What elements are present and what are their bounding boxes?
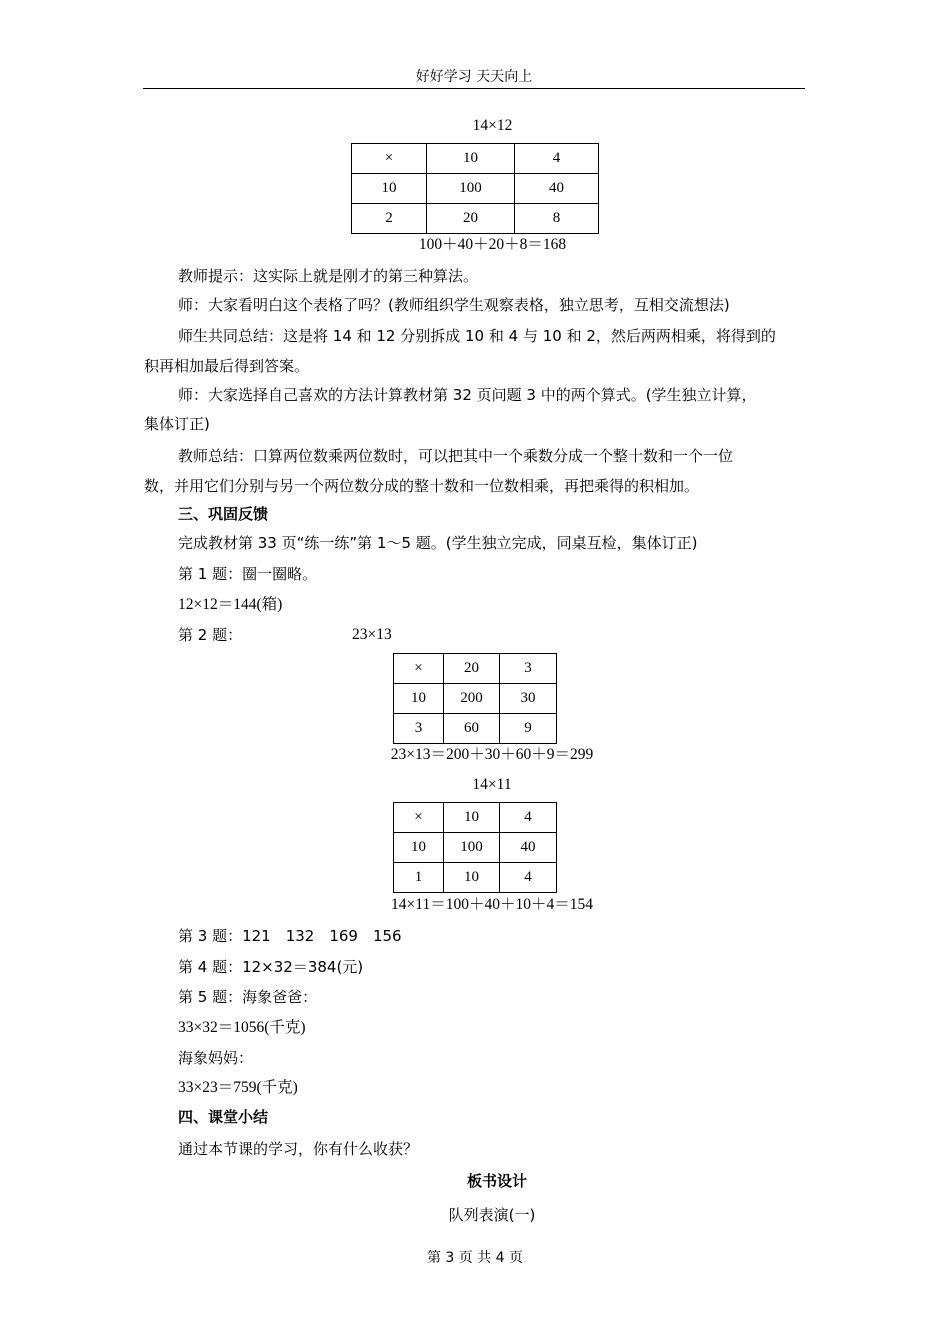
page-footer: 第 3 页 共 4 页 <box>426 1250 524 1266</box>
question-3-answer: 第 3 题：121 132 169 156 <box>178 927 402 945</box>
multiplication-grid-14x12 <box>351 143 599 234</box>
table-cell: 4 <box>500 863 557 893</box>
table1-sum: 100＋40＋20＋8＝168 <box>418 236 567 253</box>
table-cell: 200 <box>444 684 500 714</box>
table-cell: 100 <box>427 174 515 204</box>
question-5-mom-label: 海象妈妈： <box>178 1049 254 1067</box>
table-cell: 40 <box>500 833 557 863</box>
multiplication-grid-14x11 <box>393 802 557 893</box>
question-5-label: 第 5 题：海象爸爸： <box>178 988 318 1006</box>
board-design-subtitle: 队列表演(一) <box>448 1206 536 1224</box>
table-cell: 10 <box>352 174 427 204</box>
table-cell: 10 <box>394 684 444 714</box>
multiplication-grid-23x13 <box>393 653 557 744</box>
table-cell: 10 <box>444 803 500 833</box>
table-row <box>394 654 557 684</box>
table-cell: 10 <box>427 144 515 174</box>
table-row <box>394 684 557 714</box>
table-cell: 40 <box>515 174 599 204</box>
conclusion-line-1: 教师总结：口算两位数乘两位数时，可以把其中一个乘数分成一个整十数和一个一位 <box>178 447 734 465</box>
table-row <box>394 714 557 744</box>
table-cell: 3 <box>394 714 444 744</box>
table-cell: 30 <box>500 684 557 714</box>
table3-sum: 14×11＝100＋40＋10＋4＝154 <box>391 896 593 913</box>
table3-title: 14×11 <box>472 776 512 793</box>
question-2-label: 第 2 题： <box>178 626 243 644</box>
table-cell: 8 <box>515 204 599 234</box>
table-cell: 20 <box>427 204 515 234</box>
question-5-dad-answer: 33×32＝1056(千克) <box>178 1019 306 1036</box>
summary-line-2: 积再相加最后得到答案。 <box>144 357 310 375</box>
table-cell: 2 <box>352 204 427 234</box>
question-4-answer: 第 4 题：12×32＝384(元) <box>178 958 364 976</box>
question-1-label: 第 1 题：圈一圈略。 <box>178 565 318 583</box>
teacher-hint: 教师提示：这实际上就是刚才的第三种算法。 <box>178 267 479 285</box>
table-cell: 1 <box>394 863 444 893</box>
instruction-line-2: 集体订正) <box>144 415 210 433</box>
table-cell: × <box>394 803 444 833</box>
table-row <box>394 803 557 833</box>
table2-sum: 23×13＝200＋30＋60＋9＝299 <box>390 746 594 763</box>
table1-title: 14×12 <box>472 117 513 134</box>
section-heading: 四、课堂小结 <box>178 1108 269 1126</box>
board-design-title: 板书设计 <box>466 1172 527 1190</box>
table-row <box>352 204 599 234</box>
conclusion-line-2: 数，并用它们分别与另一个两位数分成的整十数和一位数相乘，再把乘得的积相加。 <box>144 477 700 495</box>
question-1-answer: 12×12＝144(箱) <box>178 596 283 613</box>
summary-line-1: 师生共同总结：这是将 14 和 12 分别拆成 10 和 4 与 10 和 2，然后两两相乘，将得到的 <box>178 327 776 345</box>
table-cell: 100 <box>444 833 500 863</box>
section-heading: 三、巩固反馈 <box>178 505 269 523</box>
table-cell: 20 <box>444 654 500 684</box>
table-cell: × <box>394 654 444 684</box>
table-cell: 10 <box>444 863 500 893</box>
table2-title: 23×13 <box>352 626 392 643</box>
table-cell: 4 <box>500 803 557 833</box>
table-row <box>394 863 557 893</box>
page-header: 好好学习 天天向上 <box>143 66 805 89</box>
table-cell: 3 <box>500 654 557 684</box>
summary-question: 通过本节课的学习，你有什么收获？ <box>178 1140 419 1158</box>
table-row <box>352 144 599 174</box>
practice-intro: 完成教材第 33 页“练一练”第 1～5 题。(学生独立完成，同桌互检，集体订正) <box>178 534 698 552</box>
table-cell: 4 <box>515 144 599 174</box>
teacher-question: 师：大家看明白这个表格了吗？(教师组织学生观察表格，独立思考，互相交流想法) <box>178 296 730 314</box>
table-row <box>352 174 599 204</box>
table-cell: 60 <box>444 714 500 744</box>
instruction-line-1: 师：大家选择自己喜欢的方法计算教材第 32 页问题 3 中的两个算式。(学生独立计算， <box>178 386 757 404</box>
table-row <box>394 833 557 863</box>
question-5-mom-answer: 33×23＝759(千克) <box>178 1079 298 1096</box>
table-cell: 9 <box>500 714 557 744</box>
table-cell: 10 <box>394 833 444 863</box>
table-cell: × <box>352 144 427 174</box>
